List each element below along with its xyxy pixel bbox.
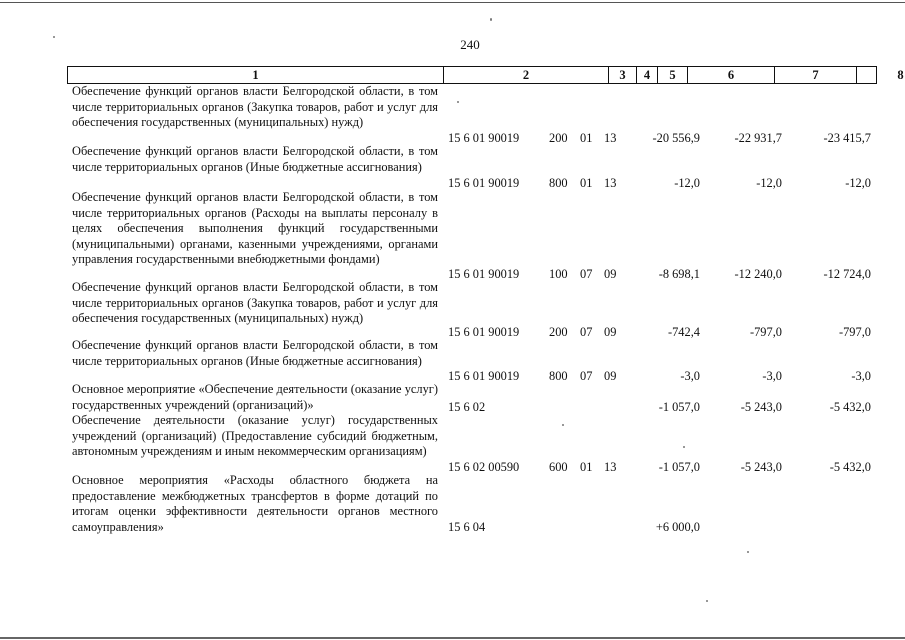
amount-col7-cell: -5 243,0: [740, 400, 782, 414]
table-row: [0, 382, 905, 415]
subsection-cell: 09: [604, 325, 617, 339]
amount-col8-cell: -23 415,7: [823, 131, 871, 145]
amount-col8-cell: -5 432,0: [829, 400, 871, 414]
scan-speck: [457, 101, 459, 103]
amount-col6-cell: +6 000,0: [655, 520, 700, 534]
section-cell: 01: [580, 176, 593, 190]
amount-col7-cell: -22 931,7: [734, 131, 782, 145]
subsection-cell: 09: [604, 267, 617, 281]
section-cell: 07: [580, 267, 593, 281]
subsection-cell: 09: [604, 369, 617, 383]
section-cell: 07: [580, 369, 593, 383]
amount-col6-cell: -20 556,9: [652, 131, 700, 145]
section-cell: 07: [580, 325, 593, 339]
row-description: Обеспечение функций органов власти Белгородской области, в том числе территориальных органов (Расходы на выплаты персоналу в целях обеспечения выполнения функций государственными (муниципальными) органами, казенными учреждениями, органами управления государственными внебюджетными фондами): [72, 190, 438, 267]
subsection-cell: 13: [604, 131, 617, 145]
header-col-1: 1: [252, 68, 259, 82]
expense-type-cell: 200: [549, 325, 568, 339]
header-col-7: 7: [774, 67, 856, 83]
table-row: [0, 280, 905, 340]
scan-speck: [53, 36, 55, 38]
row-description: Обеспечение функций органов власти Белгородской области, в том числе территориальных органов (Закупка товаров, работ и услуг для обеспечения государственных (муниципальных) нужд): [72, 280, 438, 326]
subsection-cell: 13: [604, 176, 617, 190]
budget-code-cell: 15 6 01 90019: [448, 325, 520, 339]
header-col-2: 2: [443, 67, 608, 83]
table-header-row: [67, 66, 904, 84]
table-row: [0, 473, 905, 535]
row-description: Основное мероприятия «Расходы областного бюджета на предоставление межбюджетных трансфертов в форме дотаций по итогам оценки эффективности деятельности органов местного самоуправления»: [72, 473, 438, 534]
budget-code-cell: 15 6 02: [448, 400, 486, 414]
table-row: [0, 84, 905, 146]
row-description: Обеспечение функций органов власти Белгородской области, в том числе территориальных органов (Иные бюджетные ассигнования): [72, 144, 438, 174]
row-description: Обеспечение деятельности (оказание услуг) государственных учреждений (организаций) (Предоставление субсидий бюджетным, автономным учреждениям и иным некоммерческим организациям): [72, 413, 438, 459]
budget-code-cell: 15 6 01 90019: [448, 176, 520, 190]
amount-col7-cell: -797,0: [749, 325, 782, 339]
row-description: Обеспечение функций органов власти Белгородской области, в том числе территориальных органов (Иные бюджетные ассигнования): [72, 338, 438, 368]
amount-col8-cell: -3,0: [851, 369, 871, 383]
table-row: [0, 190, 905, 282]
budget-code-cell: 15 6 04: [448, 520, 486, 534]
scan-edge-bottom: [0, 637, 905, 639]
header-col-5: 5: [657, 67, 687, 83]
amount-col6-cell: -3,0: [680, 369, 700, 383]
subsection-cell: 13: [604, 460, 617, 474]
budget-code-cell: 15 6 02 00590: [448, 460, 520, 474]
amount-col7-cell: -12 240,0: [734, 267, 782, 281]
expense-type-cell: 800: [549, 176, 568, 190]
amount-col7-cell: -12,0: [756, 176, 782, 190]
table-row: [0, 338, 905, 384]
page-number: 240: [460, 37, 480, 52]
table-row: [0, 144, 905, 191]
scan-speck: [562, 424, 564, 426]
scan-speck: [747, 551, 749, 553]
scan-speck: [706, 600, 708, 602]
amount-col6-cell: -1 057,0: [658, 400, 700, 414]
expense-type-cell: 200: [549, 131, 568, 145]
expense-type-cell: 800: [549, 369, 568, 383]
amount-col7-cell: -3,0: [762, 369, 782, 383]
table-row: [0, 413, 905, 475]
scan-speck: [683, 446, 685, 448]
amount-col6-cell: -12,0: [674, 176, 700, 190]
amount-col8-cell: -12,0: [845, 176, 871, 190]
budget-code-cell: 15 6 01 90019: [448, 369, 520, 383]
budget-code-cell: 15 6 01 90019: [448, 267, 520, 281]
amount-col7-cell: -5 243,0: [740, 460, 782, 474]
header-col-3: 3: [608, 67, 636, 83]
scan-speck: [490, 18, 492, 21]
amount-col8-cell: -797,0: [838, 325, 871, 339]
section-cell: 01: [580, 131, 593, 145]
amount-col8-cell: -5 432,0: [829, 460, 871, 474]
amount-col6-cell: -8 698,1: [658, 267, 700, 281]
expense-type-cell: 100: [549, 267, 568, 281]
amount-col6-cell: -1 057,0: [658, 460, 700, 474]
section-cell: 01: [580, 460, 593, 474]
header-col-8: 8: [856, 67, 905, 83]
amount-col6-cell: -742,4: [667, 325, 700, 339]
header-col-4: 4: [636, 67, 657, 83]
row-description: Основное мероприятие «Обеспечение деятельности (оказание услуг) государственных учреждений (организаций)»: [72, 382, 438, 412]
expense-type-cell: 600: [549, 460, 568, 474]
budget-code-cell: 15 6 01 90019: [448, 131, 520, 145]
scan-edge-top: [0, 2, 905, 3]
row-description: Обеспечение функций органов власти Белгородской области, в том числе территориальных органов (Закупка товаров, работ и услуг для обеспечения государственных (муниципальных) нужд): [72, 84, 438, 130]
amount-col8-cell: -12 724,0: [823, 267, 871, 281]
header-col-6: 6: [687, 67, 774, 83]
